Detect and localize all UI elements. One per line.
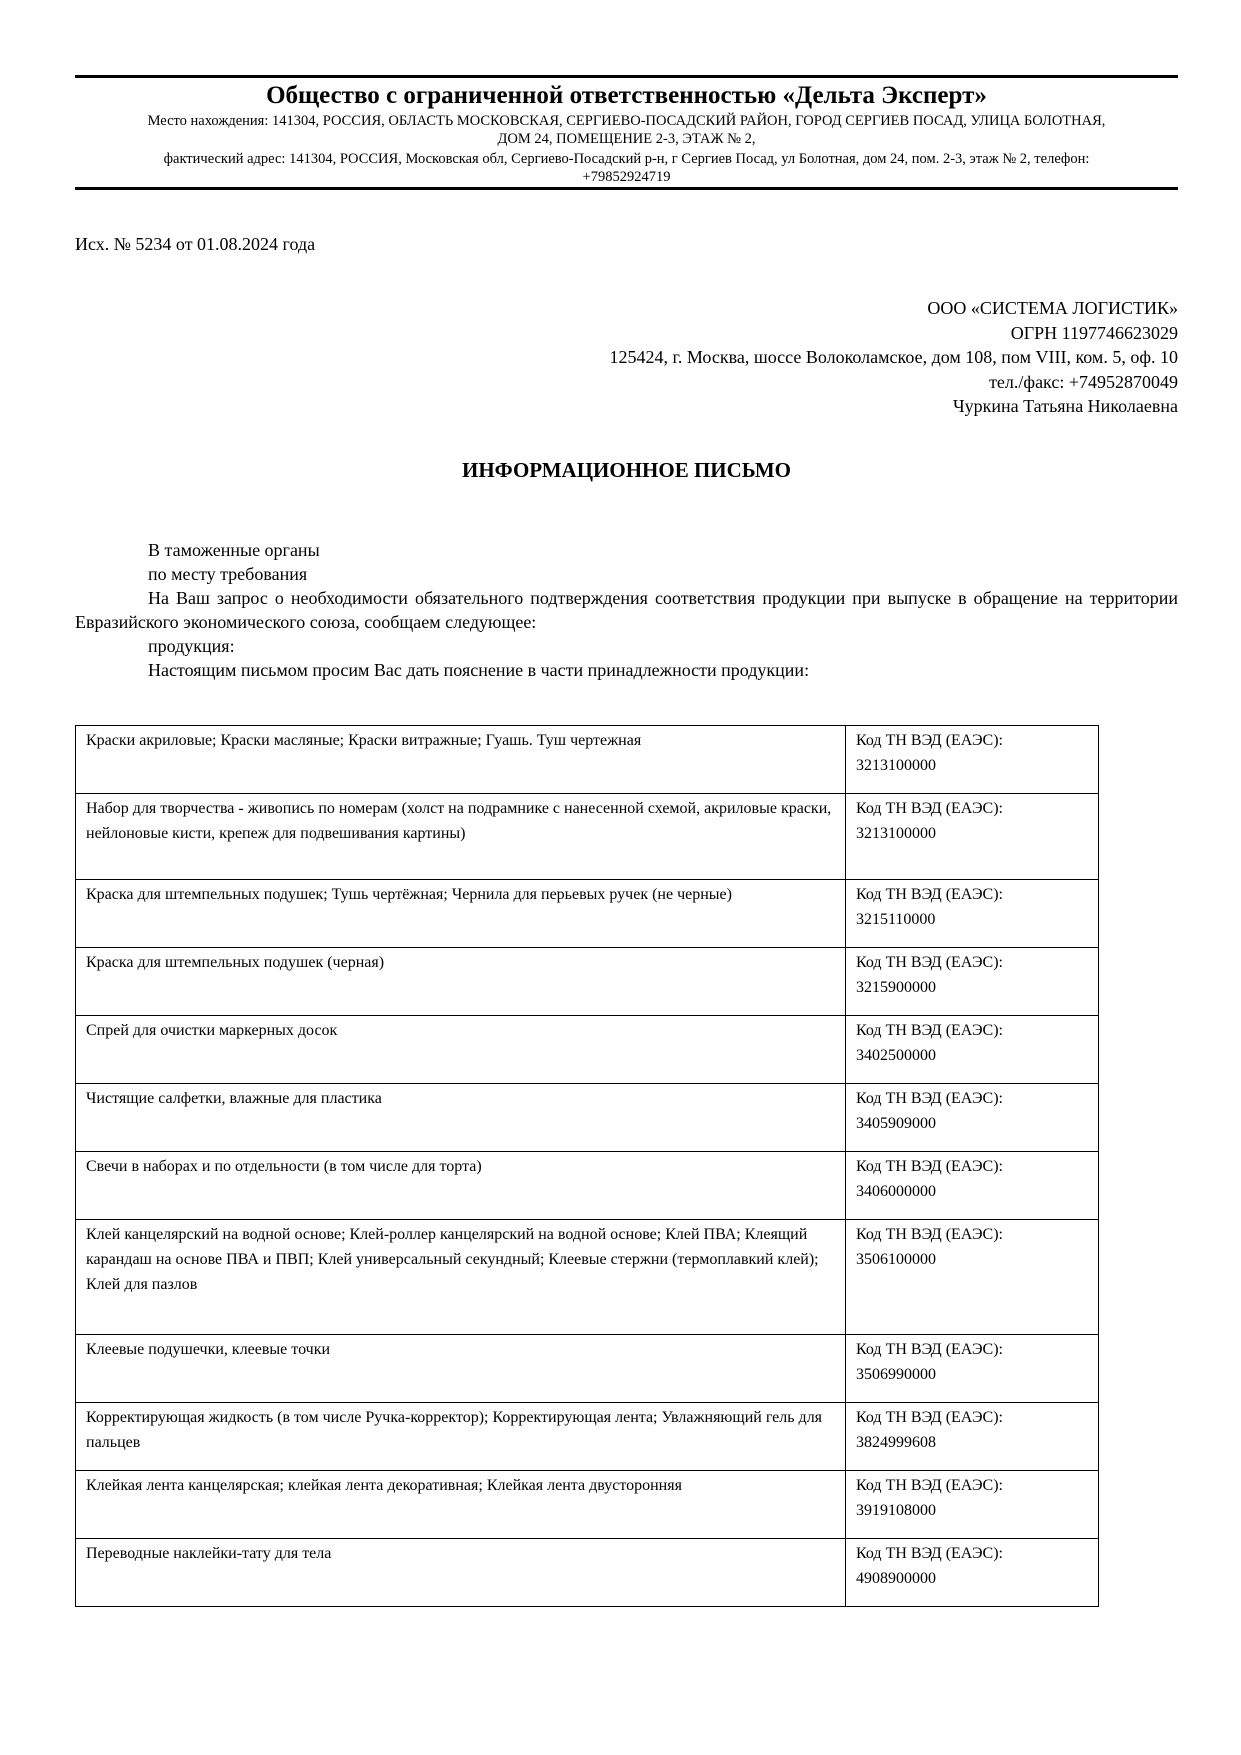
outgoing-reference: Исх. № 5234 от 01.08.2024 года <box>75 234 316 254</box>
table-row <box>76 1335 1099 1403</box>
product-label: продукция: <box>148 636 235 656</box>
table-row <box>76 794 1099 880</box>
recipient-name: ООО «СИСТЕМА ЛОГИСТИК» <box>927 298 1178 318</box>
hs-code-label: Код ТН ВЭД (ЕАЭС): <box>856 1409 1003 1426</box>
hs-code-cell <box>846 1335 1099 1403</box>
hs-code-cell <box>846 1152 1099 1220</box>
recipient-block <box>610 296 1179 419</box>
recipient-ogrn: ОГРН 1197746623029 <box>1010 322 1178 343</box>
hs-code-label: Код ТН ВЭД (ЕАЭС): <box>856 954 1003 971</box>
hs-code-value: 3406000000 <box>856 1183 937 1200</box>
document-title: ИНФОРМАЦИОННОЕ ПИСЬМО <box>461 458 791 482</box>
product-description-cell: Спрей для очистки маркерных досок <box>76 1016 846 1084</box>
hs-code-cell <box>846 1403 1099 1471</box>
product-description-cell: Клейкая лента канцелярская; клейкая лента декоративная; Клейкая лента двусторонняя <box>76 1471 846 1539</box>
legal-address <box>75 112 1178 148</box>
header-bottom-rule <box>75 187 1178 190</box>
recipient-address: 125424, г. Москва, шоссе Волоколамское, дом 108, пом VIII, ком. 5, оф. 10 <box>609 347 1178 367</box>
hs-code-cell <box>846 1016 1099 1084</box>
recipient-person: Чуркина Татьяна Николаевна <box>952 396 1178 416</box>
hs-code-value: 3506100000 <box>856 1251 937 1268</box>
table-row <box>76 1539 1099 1607</box>
hs-code-label: Код ТН ВЭД (ЕАЭС): <box>856 1341 1003 1358</box>
hs-code-label: Код ТН ВЭД (ЕАЭС): <box>856 732 1003 749</box>
hs-code-cell <box>846 1220 1099 1335</box>
hs-code-value: 3215110000 <box>856 911 936 928</box>
hs-code-label: Код ТН ВЭД (ЕАЭС): <box>856 1022 1003 1039</box>
legal-address-line: ДОМ 24, ПОМЕЩЕНИЕ 2-3, ЭТАЖ № 2, <box>497 131 756 147</box>
hs-code-label: Код ТН ВЭД (ЕАЭС): <box>856 1090 1003 1107</box>
goods-table-body <box>76 726 1099 1607</box>
product-description-cell: Клей канцелярский на водной основе; Клей-роллер канцелярский на водной основе; Клей ПВА; Клеящий карандаш на основе ПВА и ПВП; Клей универсальный секундный; Клеевые стержни (термоплавкий клей); Клей для пазлов <box>76 1220 846 1335</box>
table-row <box>76 1084 1099 1152</box>
hs-code-cell <box>846 726 1099 794</box>
recipient-phone: тел./факс: +74952870049 <box>989 371 1178 392</box>
hs-code-label: Код ТН ВЭД (ЕАЭС): <box>856 800 1003 817</box>
hs-code-cell <box>846 880 1099 948</box>
product-description-cell: Корректирующая жидкость (в том числе Ручка-корректор); Корректирующая лента; Увлажняющий гель для пальцев <box>76 1403 846 1471</box>
addressee-line: В таможенные органы <box>148 540 320 560</box>
table-row <box>76 948 1099 1016</box>
hs-code-cell <box>846 794 1099 880</box>
clarification-paragraph: Настоящим письмом просим Вас дать пояснение в части принадлежности продукции: <box>148 660 810 680</box>
hs-code-cell <box>846 1084 1099 1152</box>
table-row <box>76 726 1099 794</box>
actual-address-line: +79852924719 <box>582 169 671 185</box>
hs-code-value: 3215900000 <box>856 979 937 996</box>
hs-code-cell <box>846 948 1099 1016</box>
hs-code-value: 3405909000 <box>856 1115 937 1132</box>
hs-code-label: Код ТН ВЭД (ЕАЭС): <box>856 1477 1003 1494</box>
hs-code-value: 3824999608 <box>856 1434 937 1451</box>
table-row <box>76 1471 1099 1539</box>
product-description-cell: Набор для творчества - живопись по номерам (холст на подрамнике с нанесенной схемой, акриловые краски, нейлоновые кисти, крепеж для подвешивания картины) <box>76 794 846 880</box>
legal-address-line: Место нахождения: 141304, РОССИЯ, ОБЛАСТЬ МОСКОВСКАЯ, СЕРГИЕВО-ПОСАДСКИЙ РАЙОН, ГОРОД СЕРГИЕВ ПОСАД, УЛИЦА БОЛОТНАЯ, <box>147 113 1106 129</box>
actual-address-line: фактический адрес: 141304, РОССИЯ, Московская обл, Сергиево-Посадский р-н, г Сергиев Посад, ул Болотная, дом 24, пом. 2-3, этаж № 2, телефон: <box>163 151 1090 167</box>
hs-code-value: 3506990000 <box>856 1366 937 1383</box>
hs-code-label: Код ТН ВЭД (ЕАЭС): <box>856 1158 1003 1175</box>
product-description-cell: Краска для штемпельных подушек (черная) <box>76 948 846 1016</box>
request-paragraph: На Ваш запрос о необходимости обязательного подтверждения соответствия продукции при выпуске в обращение на территории Евразийского экономического союза, сообщаем следующее: <box>75 588 1178 632</box>
hs-code-value: 3213100000 <box>856 757 937 774</box>
table-row <box>76 1152 1099 1220</box>
hs-code-value: 3213100000 <box>856 825 937 842</box>
table-row <box>76 1220 1099 1335</box>
hs-code-value: 3919108000 <box>856 1502 937 1519</box>
table-row <box>76 880 1099 948</box>
hs-code-cell <box>846 1539 1099 1607</box>
product-description-cell: Клеевые подушечки, клеевые точки <box>76 1335 846 1403</box>
product-description-cell: Чистящие салфетки, влажные для пластика <box>76 1084 846 1152</box>
addressee-line: по месту требования <box>148 564 308 584</box>
hs-code-label: Код ТН ВЭД (ЕАЭС): <box>856 886 1003 903</box>
table-row <box>76 1403 1099 1471</box>
product-description-cell: Свечи в наборах и по отдельности (в том числе для торта) <box>76 1152 846 1220</box>
hs-code-value: 3402500000 <box>856 1047 937 1064</box>
actual-address <box>75 150 1178 186</box>
product-description-cell: Краска для штемпельных подушек; Тушь чертёжная; Чернила для перьевых ручек (не черные) <box>76 880 846 948</box>
hs-code-label: Код ТН ВЭД (ЕАЭС): <box>856 1545 1003 1562</box>
hs-code-value: 4908900000 <box>856 1570 937 1587</box>
product-description-cell: Краски акриловые; Краски масляные; Краски витражные; Гуашь. Туш чертежная <box>76 726 846 794</box>
letter-body <box>75 538 1178 682</box>
org-name: Общество с ограниченной ответственностью «Дельта Эксперт» <box>266 82 987 109</box>
hs-code-label: Код ТН ВЭД (ЕАЭС): <box>856 1226 1003 1243</box>
header-top-rule <box>75 75 1178 78</box>
table-row <box>76 1016 1099 1084</box>
goods-table <box>75 725 1099 1607</box>
product-description-cell: Переводные наклейки-тату для тела <box>76 1539 846 1607</box>
hs-code-cell <box>846 1471 1099 1539</box>
